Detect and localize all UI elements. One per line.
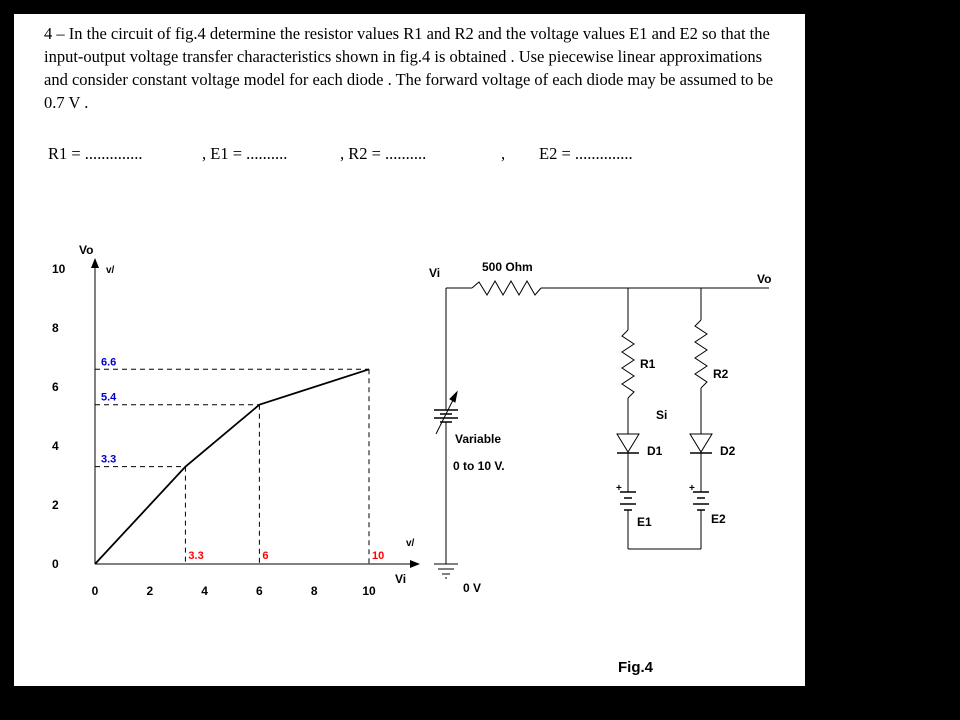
x-tick-label: 4 <box>201 584 208 598</box>
y-axis-label: Vo <box>79 243 94 257</box>
x-tick-label: 8 <box>310 584 318 598</box>
guide-lines <box>95 369 369 564</box>
diode-d1 <box>617 434 639 452</box>
vi-label: Vi <box>429 266 441 280</box>
e2-label: E2 <box>711 512 726 526</box>
e2-plus-label: + <box>689 483 695 494</box>
y-tick-label: 4 <box>52 439 59 453</box>
y-axis-arrow <box>91 258 99 268</box>
diode-d2 <box>690 434 712 452</box>
problem-sheet <box>14 14 805 686</box>
answer-e1: , E1 = .......... <box>202 144 288 163</box>
x-axis-arrow <box>410 560 420 568</box>
series-resistor <box>472 281 541 295</box>
d2-label: D2 <box>720 444 736 458</box>
series-resistor-label: 500 Ohm <box>482 260 533 274</box>
vo-label: Vo <box>757 272 772 286</box>
r1-label: R1 <box>640 357 656 371</box>
x-axis-label: Vi <box>395 572 407 586</box>
y-tick-labels <box>52 262 66 571</box>
x-tick-label: 0 <box>91 584 99 598</box>
answer-separator: , <box>501 144 506 163</box>
x-breakpoint-label: 10 <box>372 550 385 562</box>
y-tick-label: 0 <box>52 557 59 571</box>
si-label: Si <box>656 408 668 422</box>
circuit-diagram <box>434 281 769 578</box>
problem-statement: 4 – In the circuit of fig.4 determine the resistor values R1 and R2 and the voltage values E1 and E2 so that the input-output voltage transfer characteristics shown in fig.4 is obtained . Use piecewise linear approximations and consider constant voltage model for each diode . The forward voltage of each diode may be assumed to be 0.7 V . <box>44 24 774 112</box>
x-tick-labels <box>92 584 376 598</box>
y-breakpoint-label: 3.3 <box>101 453 117 466</box>
y-unit-label: v/ <box>106 265 115 276</box>
ground-label: 0 V <box>463 581 482 595</box>
y-breakpoint-label: 5.4 <box>101 391 117 404</box>
resistor-r2 <box>695 320 707 388</box>
y-breakpoint-label: 6.6 <box>101 356 117 369</box>
figure-canvas <box>14 14 805 686</box>
x-unit-label: v/ <box>406 538 415 549</box>
x-tick-label: 2 <box>146 584 154 598</box>
answer-r2: , R2 = .......... <box>340 144 427 163</box>
answer-e2: E2 = .............. <box>539 144 633 163</box>
transfer-characteristic-plot <box>52 243 420 598</box>
variable-arrow-head <box>450 392 457 402</box>
d1-label: D1 <box>647 444 663 458</box>
e1-plus-label: + <box>616 483 622 494</box>
x-breakpoint-label: 3.3 <box>188 550 204 562</box>
y-tick-label: 8 <box>52 321 59 335</box>
source-label: Variable <box>455 432 502 446</box>
r2-label: R2 <box>713 367 729 381</box>
x-tick-label: 6 <box>256 584 263 598</box>
answer-r1: R1 = .............. <box>48 144 143 163</box>
source-range-label: 0 to 10 V. <box>453 459 505 473</box>
x-tick-label: 10 <box>362 584 376 598</box>
x-breakpoint-label: 6 <box>262 550 269 562</box>
y-tick-label: 10 <box>52 262 66 276</box>
y-tick-label: 6 <box>52 380 59 394</box>
resistor-r1 <box>622 330 634 398</box>
transfer-curve <box>95 369 369 564</box>
e1-label: E1 <box>637 515 652 529</box>
y-tick-label: 2 <box>52 498 59 512</box>
figure-caption: Fig.4 <box>618 659 654 676</box>
breakpoint-labels <box>101 356 384 562</box>
